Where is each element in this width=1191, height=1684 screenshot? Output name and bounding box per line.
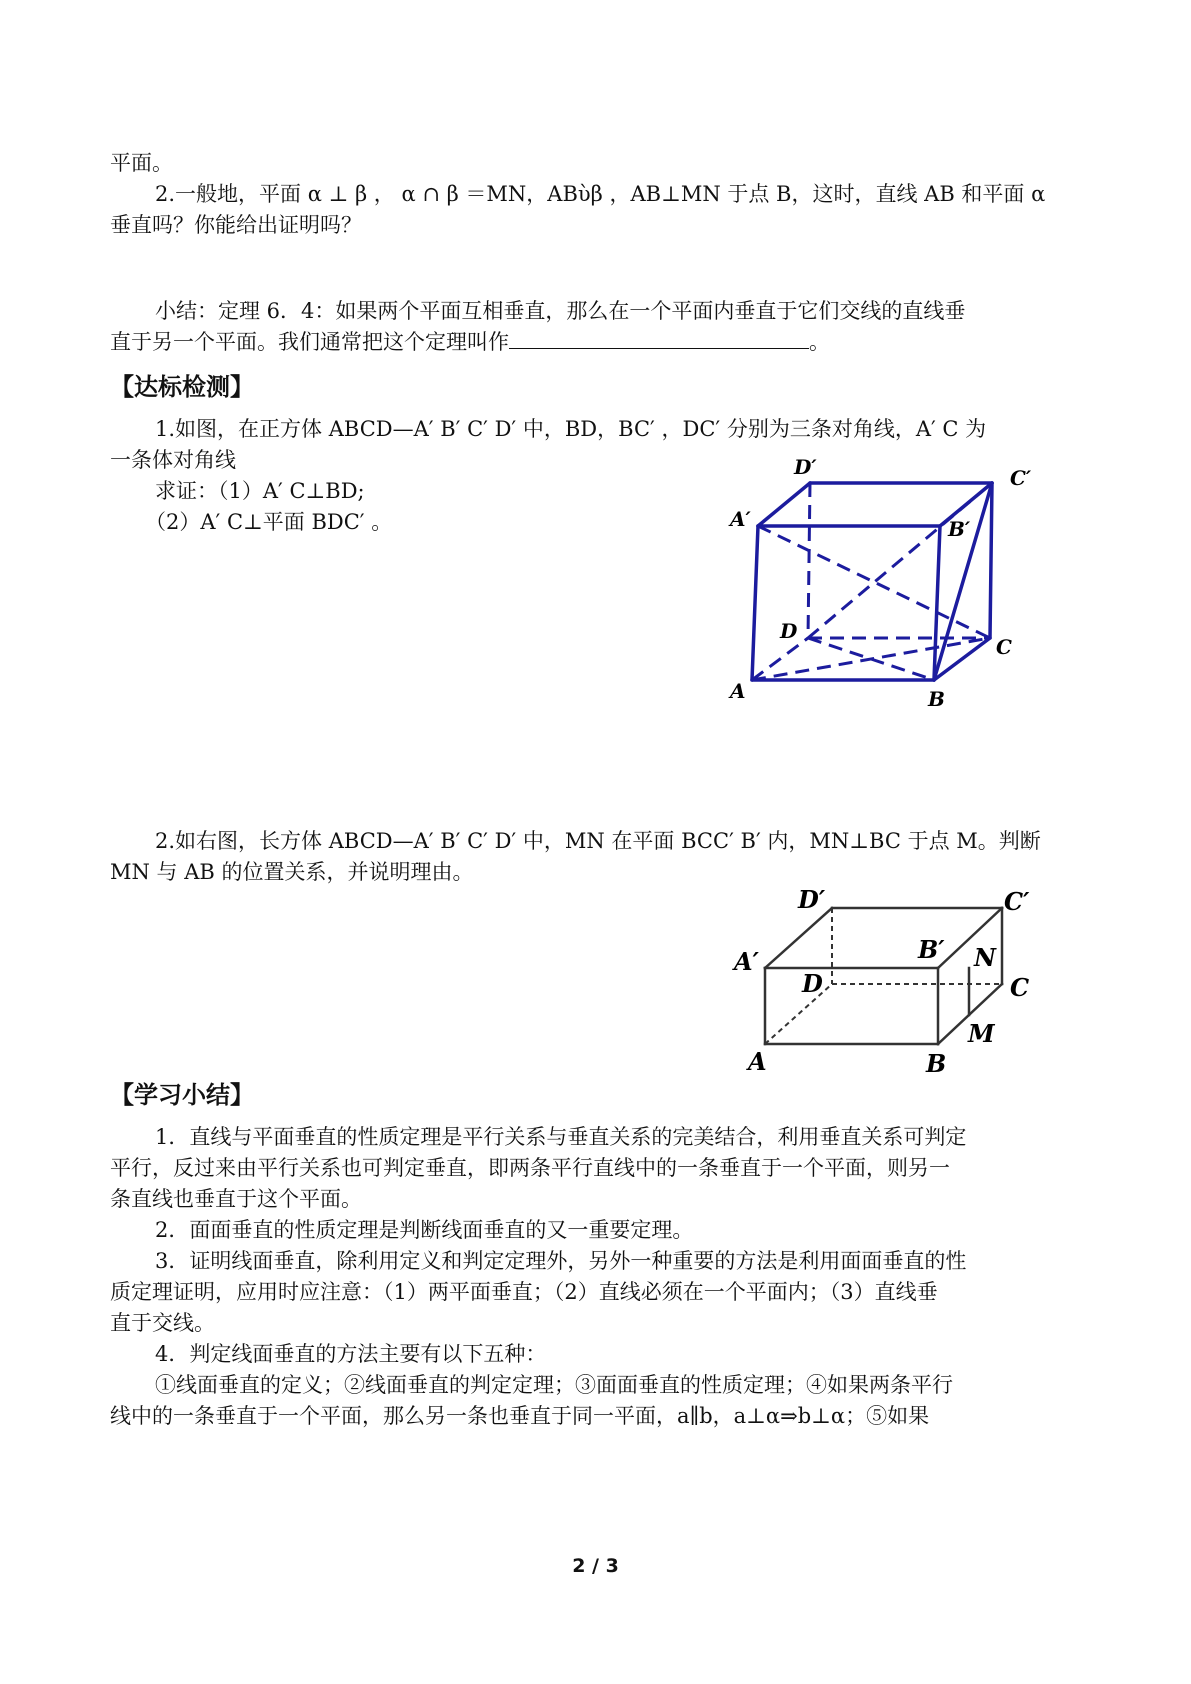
q2-line-2: MN 与 AB 的位置关系，并说明理由。 bbox=[110, 860, 474, 884]
summary-p1-line-2: 平行，反过来由平行关系也可判定垂直，即两条平行直线中的一条垂直于一个平面，则另一 bbox=[110, 1156, 950, 1180]
cuboid-label-n: N bbox=[974, 943, 996, 972]
cuboid-edges bbox=[765, 908, 1002, 1044]
summary-p5-line-2: 线中的一条垂直于一个平面，那么另一条也垂直于同一平面，a∥b，a⊥α⇒b⊥α；⑤如果 bbox=[110, 1404, 930, 1428]
cube-label-c: C bbox=[996, 635, 1012, 659]
q1-line-3: 求证：（1）A′ C⊥BD; bbox=[155, 479, 365, 503]
section-title-summary: 【学习小结】 bbox=[110, 1081, 254, 1109]
cube-label-b: B bbox=[928, 687, 945, 711]
summary-p4: 4．判定线面垂直的方法主要有以下五种： bbox=[155, 1342, 547, 1366]
intro-line-3: 垂直吗？你能给出证明吗？ bbox=[110, 213, 362, 237]
summary-line-2 bbox=[110, 327, 830, 357]
section-title-check: 【达标检测】 bbox=[110, 373, 254, 401]
cuboid-label-b: B bbox=[926, 1049, 947, 1078]
summary-p1-line-3: 条直线也垂直于这个平面。 bbox=[110, 1187, 362, 1211]
cube-label-d: D bbox=[780, 619, 798, 643]
summary-p3-line-1: 3．证明线面垂直，除利用定义和判定定理外，另外一种重要的方法是利用面面垂直的性 bbox=[155, 1249, 967, 1273]
cube-label-b1: B′ bbox=[948, 517, 971, 541]
summary-line-2-end: 。 bbox=[809, 330, 830, 354]
cube-label-a: A bbox=[730, 679, 746, 703]
intro-line-2: 2.一般地，平面 α ⊥ β ， α ∩ β ＝MN，ABὺβ ，AB⊥MN 于点 B，这时，直线 AB 和平面 α bbox=[155, 182, 1046, 206]
cube-figure bbox=[720, 450, 1050, 720]
q2-line-1: 2.如右图，长方体 ABCD—A′ B′ C′ D′ 中，MN 在平面 BCC′ B′ 内，MN⊥BC 于点 M。判断 bbox=[155, 829, 1041, 853]
q1-line-2: 一条体对角线 bbox=[110, 448, 236, 472]
cuboid-label-m: M bbox=[968, 1019, 995, 1048]
summary-p5-line-1: ①线面垂直的定义；②线面垂直的判定定理；③面面垂直的性质定理；④如果两条平行 bbox=[155, 1373, 953, 1397]
cuboid-label-d1: D′ bbox=[798, 885, 826, 914]
summary-p3-line-3: 直于交线。 bbox=[110, 1311, 215, 1335]
cuboid-label-a1: A′ bbox=[734, 947, 759, 976]
cube-label-d1: D′ bbox=[794, 455, 817, 479]
cube-label-c1: C′ bbox=[1010, 466, 1032, 490]
q1-line-1: 1.如图，在正方体 ABCD—A′ B′ C′ D′ 中，BD，BC′ ，DC′ 分别为三条对角线，A′ C 为 bbox=[155, 417, 987, 441]
summary-line-1: 小结：定理 6．4：如果两个平面互相垂直，那么在一个平面内垂直于它们交线的直线垂 bbox=[155, 299, 966, 323]
cube-edges bbox=[752, 483, 992, 680]
cuboid-label-c: C bbox=[1010, 973, 1030, 1002]
intro-line-1: 平面。 bbox=[110, 151, 173, 175]
cuboid-figure bbox=[720, 880, 1060, 1085]
q1-line-4: （2）A′ C⊥平面 BDC′ 。 bbox=[145, 510, 393, 534]
page-number: 2 / 3 bbox=[572, 1555, 619, 1577]
cuboid-label-b1: B′ bbox=[918, 935, 945, 964]
cuboid-label-d: D bbox=[802, 969, 823, 998]
cuboid-hidden-edges bbox=[765, 908, 1002, 1044]
cube-label-a1: A′ bbox=[730, 507, 751, 531]
cuboid-label-a: A bbox=[748, 1047, 767, 1076]
summary-p3-line-2: 质定理证明，应用时应注意：（1）两平面垂直；（2）直线必须在一个平面内；（3）直线垂 bbox=[110, 1280, 938, 1304]
summary-p1-line-1: 1．直线与平面垂直的性质定理是平行关系与垂直关系的完美结合，利用垂直关系可判定 bbox=[155, 1125, 967, 1149]
summary-line-2-text: 直于另一个平面。我们通常把这个定理叫作 bbox=[110, 330, 509, 354]
fill-in-blank bbox=[509, 328, 809, 349]
cuboid-label-c1: C′ bbox=[1004, 887, 1030, 916]
summary-p2: 2．面面垂直的性质定理是判断线面垂直的又一重要定理。 bbox=[155, 1218, 694, 1242]
